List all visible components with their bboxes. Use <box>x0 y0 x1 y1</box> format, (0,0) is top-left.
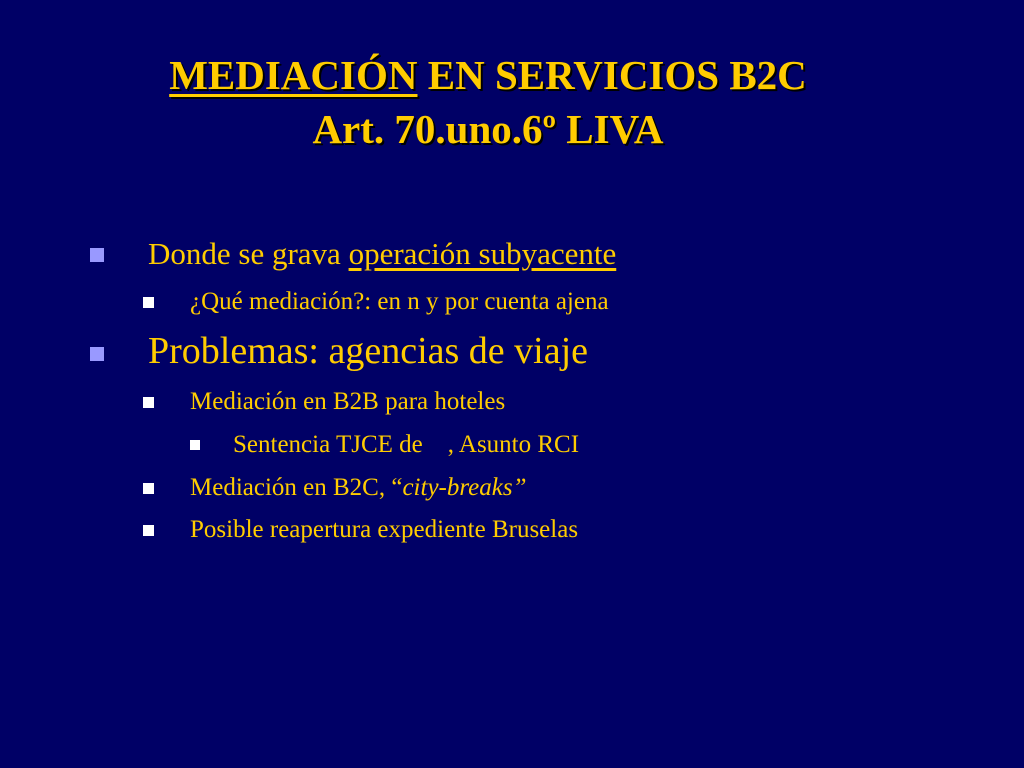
bullet-text-donde <box>148 234 616 274</box>
bullet-item-problemas <box>90 328 810 374</box>
square-bullet-icon <box>143 483 154 494</box>
square-bullet-icon <box>143 525 154 536</box>
bullet-item-donde <box>90 234 810 274</box>
b2c-italic: city-breaks” <box>402 474 527 501</box>
bullet-text-b2b-hoteles: Mediación en B2B para hoteles <box>190 388 506 415</box>
square-bullet-icon <box>190 440 200 450</box>
title-line-2: Art. 70.uno.6º LIVA <box>312 106 664 152</box>
bullet-text-posible: Posible reapertura expediente Bruselas <box>190 516 579 543</box>
square-bullet-icon <box>90 347 104 361</box>
bullet-item-b2b-hoteles <box>143 386 823 418</box>
bullet-text-que-mediacion: ¿Qué mediación?: en n y por cuenta ajena <box>190 288 609 315</box>
title-line-1-rest: EN SERVICIOS B2C <box>417 52 807 98</box>
slide-title <box>0 48 976 156</box>
bullet-item-sentencia <box>190 429 830 461</box>
bullet-text-b2c <box>190 472 527 504</box>
square-bullet-icon <box>90 248 104 262</box>
square-bullet-icon <box>143 297 154 308</box>
bullet-item-b2c-city-breaks <box>143 472 823 504</box>
b2c-prefix: Mediación en B2C, “ <box>190 474 403 501</box>
donde-prefix: Donde se grava <box>148 236 349 271</box>
title-line-1 <box>0 48 976 102</box>
square-bullet-icon <box>143 397 154 408</box>
bullet-item-que-mediacion <box>143 286 823 318</box>
bullet-text-sentencia: Sentencia TJCE de , Asunto RCI <box>233 431 580 458</box>
bullet-item-posible <box>143 514 823 546</box>
bullet-text-problemas: Problemas: agencias de viaje <box>148 330 589 372</box>
title-underlined-word: MEDIACIÓN <box>169 52 418 98</box>
donde-underlined: operación subyacente <box>348 236 617 271</box>
